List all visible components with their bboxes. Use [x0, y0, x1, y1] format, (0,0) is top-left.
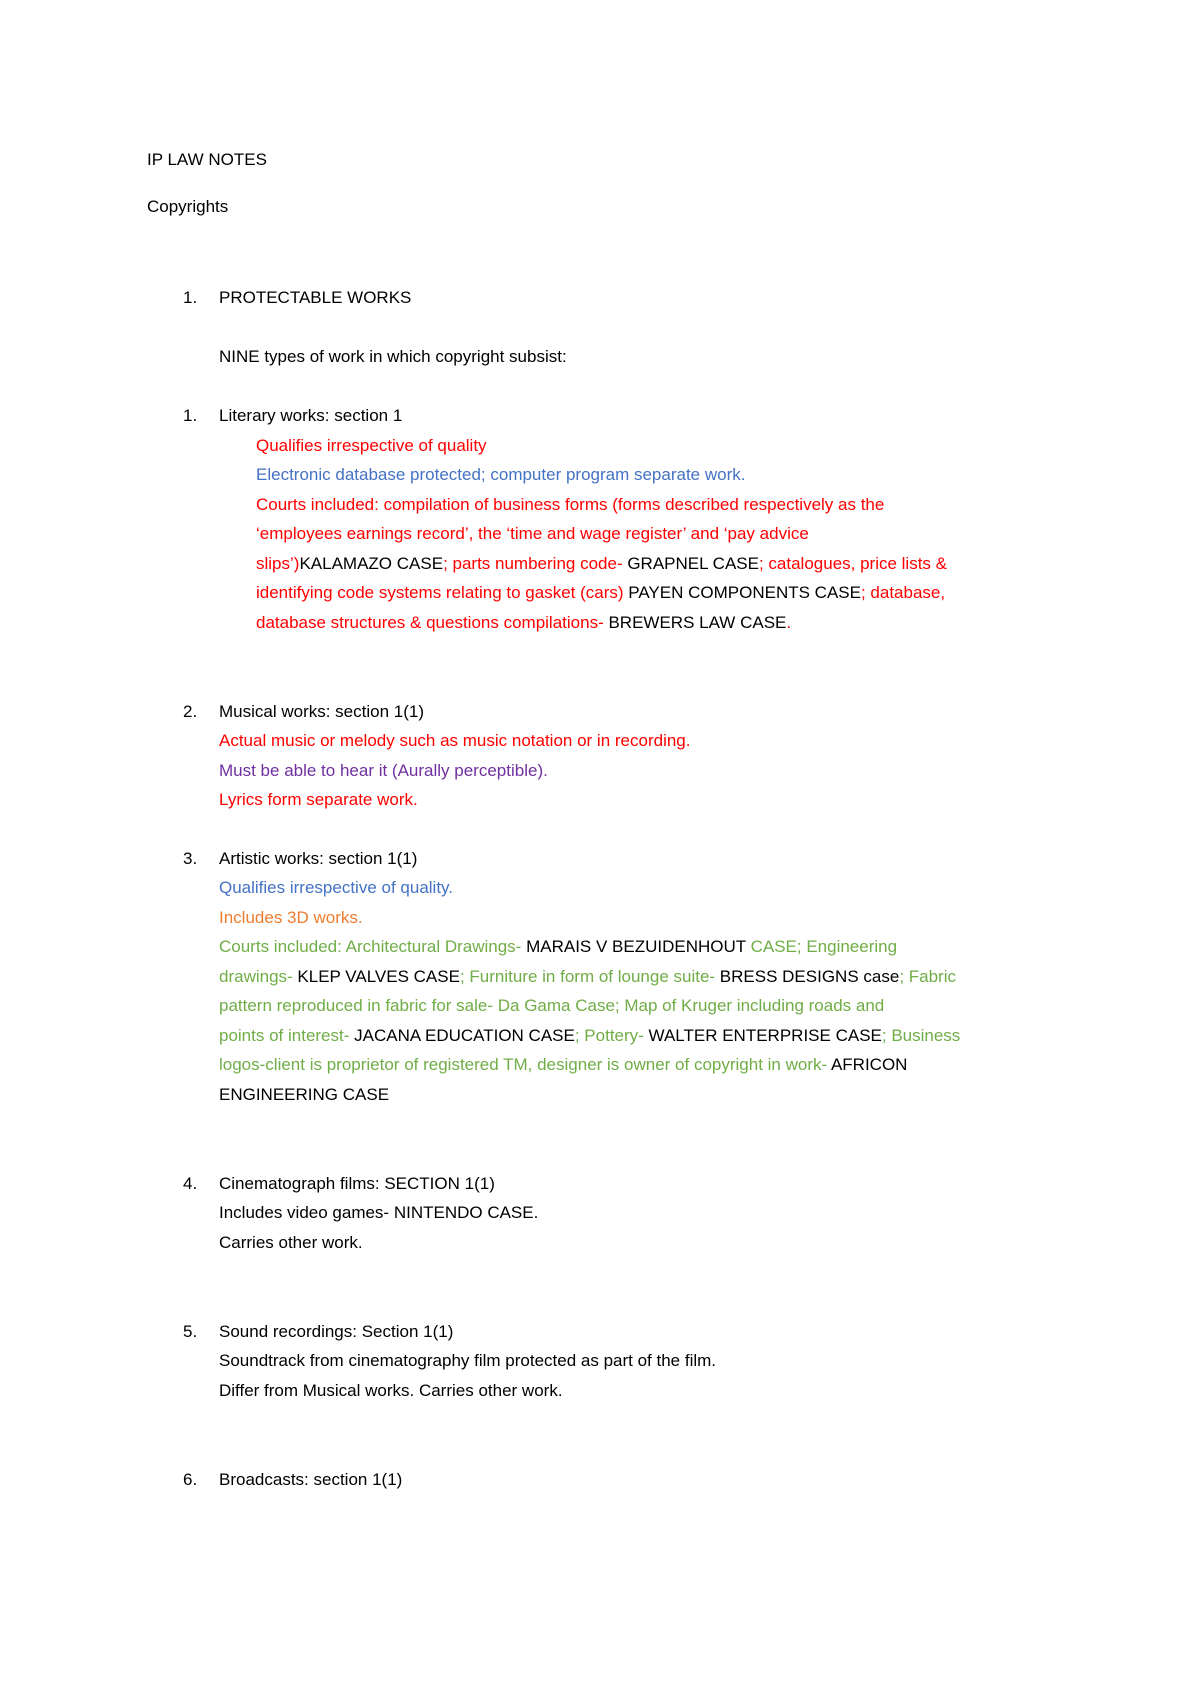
literary-line-5c: ; parts numbering code- [443, 554, 628, 573]
marais-case: MARAIS V BEZUIDENHOUT [526, 937, 751, 956]
literary-line-4: ‘employees earnings record’, the ‘time and wage register’ and ‘pay advice [256, 524, 809, 543]
artistic-line-7a: logos-client is proprietor of registered TM, designer is owner of copyright in work- [219, 1055, 831, 1074]
artistic-line-3 [219, 937, 897, 957]
artistic-line-5: pattern reproduced in fabric for sale- Da Gama Case; Map of Kruger including roads and [219, 996, 885, 1015]
literary-number: 1. [183, 406, 198, 425]
intro-heading: PROTECTABLE WORKS [219, 288, 412, 307]
literary-line-1: Qualifies irrespective of quality [256, 436, 487, 455]
grapnel-case: GRAPNEL CASE [627, 554, 759, 573]
payen-components-case: PAYEN COMPONENTS CASE [628, 583, 861, 602]
artistic-line-6 [219, 1026, 960, 1046]
cinematograph-number: 4. [183, 1174, 198, 1193]
literary-line-7a: database structures & questions compilations- [256, 613, 609, 632]
klep-valves-case: KLEP VALVES CASE [297, 967, 460, 986]
artistic-line-6a: points of interest- [219, 1026, 355, 1045]
brewers-law-case: BREWERS LAW CASE [608, 613, 787, 632]
literary-line-6a: identifying code systems relating to gasket (cars) [256, 583, 629, 602]
literary-line-6 [256, 583, 945, 603]
cinematograph-heading: Cinematograph films: SECTION 1(1) [219, 1174, 495, 1193]
artistic-number: 3. [183, 849, 198, 868]
broadcasts-heading: Broadcasts: section 1(1) [219, 1470, 403, 1489]
jacana-education-case: JACANA EDUCATION CASE [354, 1026, 575, 1045]
cinematograph-line-2: Carries other work. [219, 1233, 363, 1252]
bress-designs-case: BRESS DESIGNS case [719, 967, 900, 986]
musical-line-1: Actual music or melody such as music notation or in recording. [219, 731, 691, 750]
artistic-line-7 [219, 1055, 907, 1075]
document-title: IP LAW NOTES [147, 150, 267, 169]
musical-line-2: Must be able to hear it (Aurally perceptible). [219, 761, 548, 780]
literary-line-5e: ; catalogues, price lists & [758, 554, 947, 573]
intro-text: NINE types of work in which copyright subsist: [219, 347, 567, 366]
artistic-heading: Artistic works: section 1(1) [219, 849, 418, 868]
literary-line-6c: ; database, [860, 583, 946, 602]
musical-line-3: Lyrics form separate work. [219, 790, 418, 809]
sound-line-1: Soundtrack from cinematography film protected as part of the film. [219, 1351, 717, 1370]
sound-number: 5. [183, 1322, 198, 1341]
musical-number: 2. [183, 702, 198, 721]
artistic-line-3c: CASE; Engineering [750, 937, 898, 956]
artistic-line-1: Qualifies irrespective of quality. [219, 878, 454, 897]
cinematograph-line-1: Includes video games- NINTENDO CASE. [219, 1203, 539, 1222]
sound-line-2: Differ from Musical works. Carries other work. [219, 1381, 563, 1400]
artistic-line-6e: ; Business [881, 1026, 961, 1045]
literary-line-5 [256, 554, 947, 574]
literary-line-7 [256, 613, 791, 633]
document-subtitle: Copyrights [147, 197, 229, 216]
literary-heading: Literary works: section 1 [219, 406, 403, 425]
intro-number: 1. [183, 288, 198, 307]
kalamazo-case: KALAMAZO CASE [299, 554, 444, 573]
africon-case: AFRICON [830, 1055, 908, 1074]
walter-enterprise-case: WALTER ENTERPRISE CASE [648, 1026, 882, 1045]
literary-line-2: Electronic database protected; computer program separate work. [256, 465, 746, 484]
artistic-line-4 [219, 967, 956, 987]
literary-line-3: Courts included: compilation of business forms (forms described respectively as the [256, 495, 885, 514]
artistic-line-2: Includes 3D works. [219, 908, 363, 927]
literary-line-5a: slips’) [256, 554, 300, 573]
artistic-line-8: ENGINEERING CASE [219, 1085, 390, 1104]
sound-heading: Sound recordings: Section 1(1) [219, 1322, 454, 1341]
broadcasts-number: 6. [183, 1470, 198, 1489]
artistic-line-4e: ; Fabric [899, 967, 956, 986]
musical-heading: Musical works: section 1(1) [219, 702, 425, 721]
artistic-line-6c: ; Pottery- [574, 1026, 649, 1045]
artistic-line-3a: Courts included: Architectural Drawings- [219, 937, 527, 956]
artistic-line-4a: drawings- [219, 967, 298, 986]
literary-line-7c: . [786, 613, 792, 632]
artistic-line-4c: ; Furniture in form of lounge suite- [459, 967, 720, 986]
